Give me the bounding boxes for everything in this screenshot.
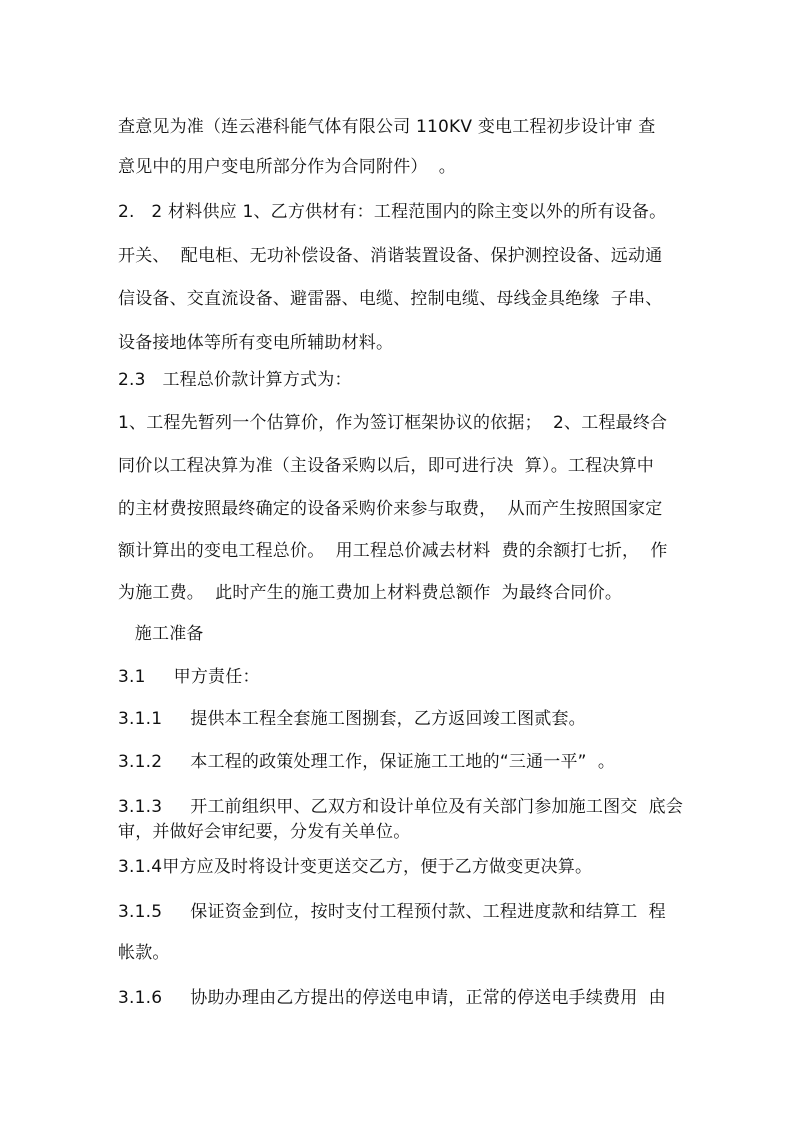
section-heading: 3.1 甲方责任： (118, 667, 260, 687)
text-line: 为施工费。 此时产生的施工费加上材料费总额作 为最终合同价。 (118, 583, 623, 603)
clause-item: 3.1.6 协助办理由乙方提出的停送电申请，正常的停送电手续费用 由 (118, 988, 666, 1008)
text-line: 额计算出的变电工程总价。 用工程总价减去材料 费的余额打七折， 作 (118, 541, 668, 561)
text-line: 的主材费按照最终确定的设备采购价来参与取费， 从而产生按照国家定 (118, 499, 663, 519)
text-line: 同价以工程决算为准（主设备采购以后，即可进行决 算）。工程决算中 (118, 456, 654, 476)
text-line: 信设备、交直流设备、避雷器、电缆、控制电缆、母线金具绝缘 子串、 (118, 289, 663, 309)
text-line: 帐款。 (118, 943, 170, 963)
clause-item: 3.1.1 提供本工程全套施工图捌套，乙方返回竣工图贰套。 (118, 709, 586, 729)
section-heading: 2.3 工程总价款计算方式为： (118, 370, 352, 390)
clause-item: 3.1.4甲方应及时将设计变更送交乙方，便于乙方做变更决算。 (118, 857, 593, 877)
text-line: 设备接地体等所有变电所辅助材料。 (118, 333, 394, 353)
text-line: 2. 2 材料供应 1、乙方供材有：工程范围内的除主变以外的所有设备。 (118, 202, 667, 222)
text-line: 查意见为准（连云港科能气体有限公司 110KV 变电工程初步设计审 查 (118, 117, 656, 137)
section-heading: 施工准备 (118, 624, 204, 644)
clause-item: 3.1.2 本工程的政策处理工作，保证施工工地的“三通一平” 。 (118, 752, 616, 772)
clause-item: 3.1.5 保证资金到位，按时支付工程预付款、工程进度款和结算工 程 (118, 902, 666, 922)
text-line: 意见中的用户变电所部分作为合同附件） 。 (118, 157, 457, 177)
text-line: 审，并做好会审纪要，分发有关单位。 (118, 822, 411, 842)
text-line: 1、工程先暂列一个估算价，作为签订框架协议的依据； 2、工程最终合 (118, 413, 668, 433)
clause-item: 3.1.3 开工前组织甲、乙双方和设计单位及有关部门参加施工图交 底会 (118, 797, 684, 817)
text-line: 开关、 配电柜、无功补偿设备、消谐装置设备、保护测控设备、远动通 (118, 246, 663, 266)
